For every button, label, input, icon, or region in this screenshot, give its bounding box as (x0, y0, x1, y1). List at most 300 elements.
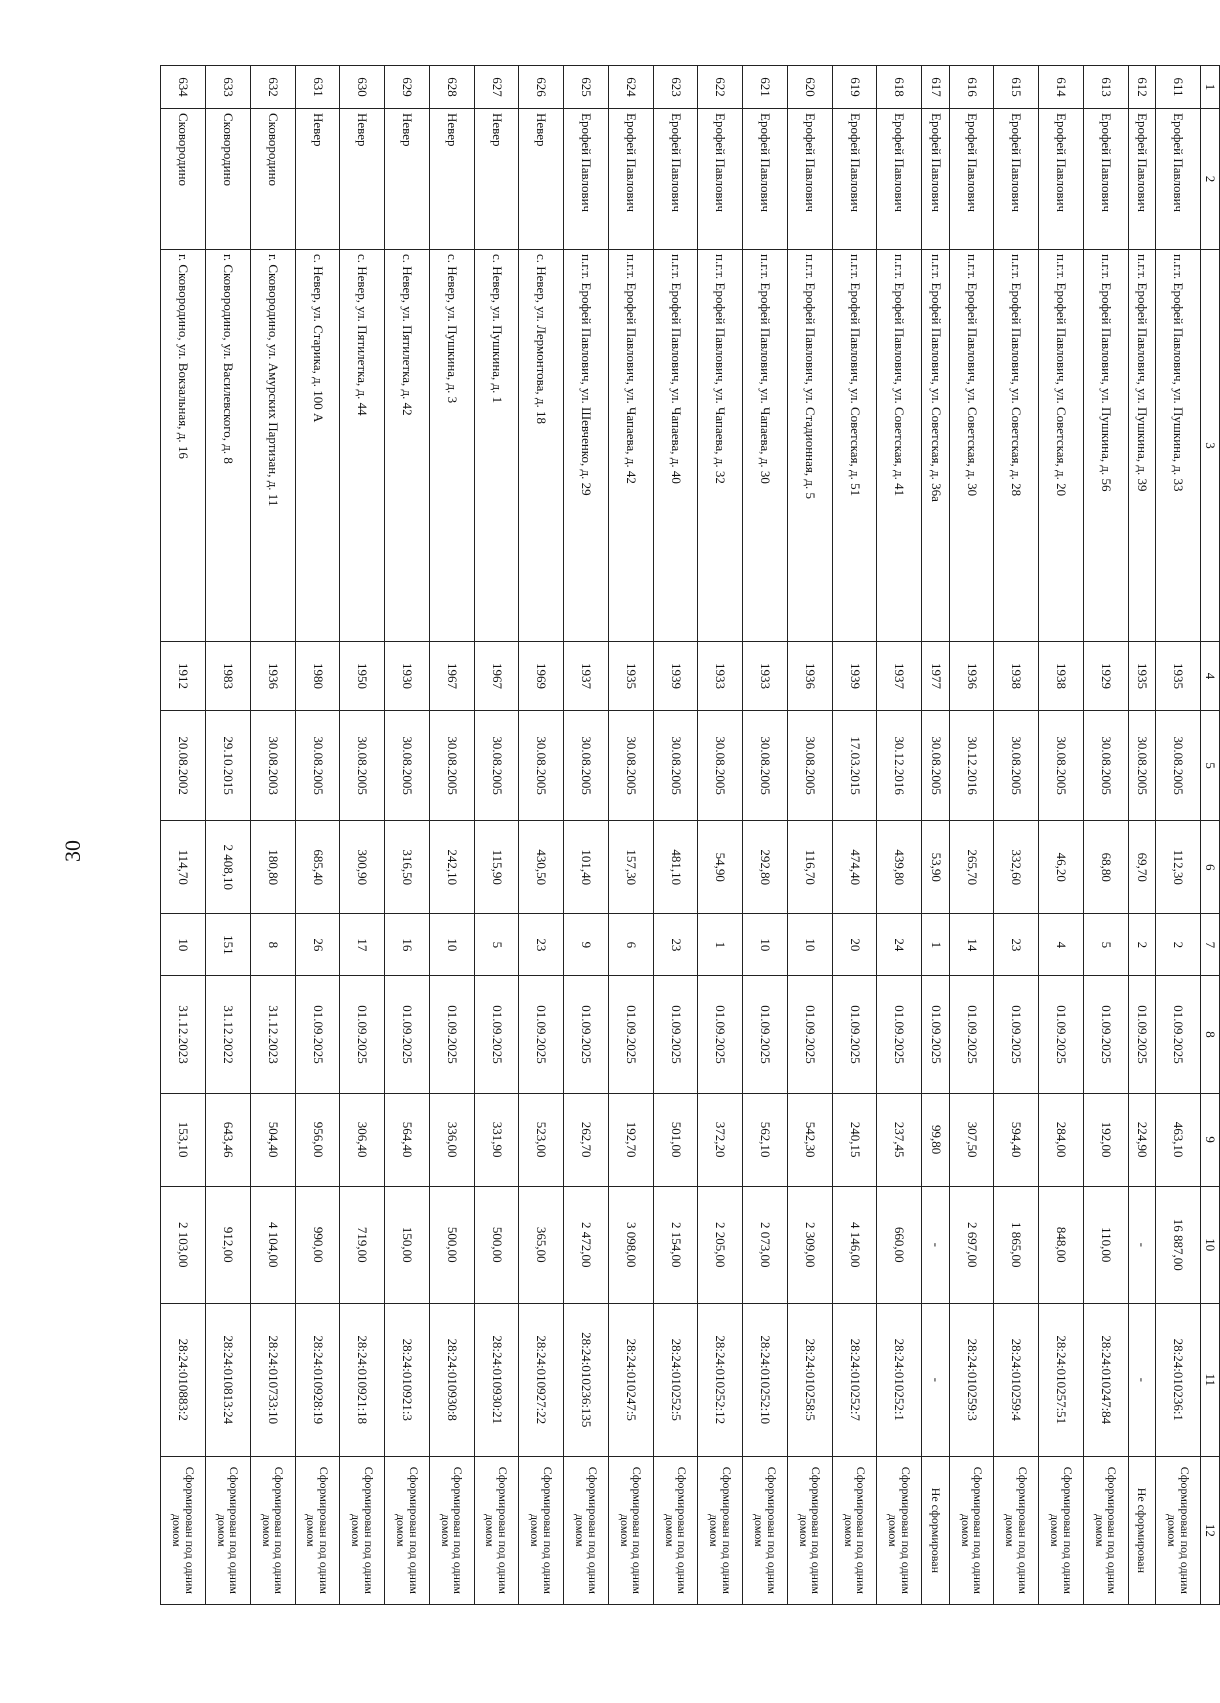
table-row (1128, 66, 1155, 1605)
col-header: 1 (1201, 66, 1220, 109)
area-2-cell: 331,90 (474, 1093, 519, 1186)
locality-cell: Сковородино (205, 109, 250, 250)
area-2-cell: 564,40 (385, 1093, 430, 1186)
row-number-cell: 613 (1084, 66, 1129, 109)
land-area-cell: 1 865,00 (994, 1186, 1039, 1303)
land-area-cell: 500,00 (474, 1186, 519, 1303)
address-cell: п.г.т. Ерофей Павлович, ул. Чапаева, д. 32 (698, 249, 743, 641)
cadastral-number-cell: 28:24:010252:1 (877, 1303, 922, 1456)
area-2-cell: 99,80 (922, 1093, 949, 1186)
area-cell: 316,50 (385, 821, 430, 914)
land-area-cell: 2 103,00 (161, 1186, 206, 1303)
col-header: 6 (1201, 821, 1220, 914)
area-2-cell: 237,45 (877, 1093, 922, 1186)
address-cell: с. Невер, ул. Лермонтова, д. 18 (519, 249, 564, 641)
address-cell: п.г.т. Ерофей Павлович, ул. Пушкина, д. 39 (1128, 249, 1155, 641)
locality-cell: Ерофей Павлович (1128, 109, 1155, 250)
area-cell: 114,70 (161, 821, 206, 914)
land-area-cell: 660,00 (877, 1186, 922, 1303)
area-2-cell: 956,00 (295, 1093, 340, 1186)
deadline-cell: 01.09.2025 (653, 976, 698, 1093)
col-header: 11 (1201, 1303, 1220, 1456)
deadline-cell: 01.09.2025 (877, 976, 922, 1093)
table-body (161, 66, 1201, 1605)
residents-cell: 10 (787, 914, 832, 976)
year-built-cell: 1950 (340, 641, 385, 710)
locality-cell: Невер (340, 109, 385, 250)
cadastral-number-cell: 28:24:010236:135 (564, 1303, 609, 1456)
area-2-cell: 643,46 (205, 1093, 250, 1186)
locality-cell: Ерофей Павлович (1039, 109, 1084, 250)
row-number-cell: 612 (1128, 66, 1155, 109)
address-cell: п.г.т. Ерофей Павлович, ул. Советская, д. 41 (877, 249, 922, 641)
locality-cell: Невер (429, 109, 474, 250)
table-row (877, 66, 922, 1605)
area-2-cell: 594,40 (994, 1093, 1039, 1186)
residents-cell: 23 (994, 914, 1039, 976)
area-cell: 242,10 (429, 821, 474, 914)
residents-cell: 23 (653, 914, 698, 976)
cadastral-number-cell: 28:24:010930:8 (429, 1303, 474, 1456)
table-row (1084, 66, 1129, 1605)
locality-cell: Ерофей Павлович (564, 109, 609, 250)
locality-cell: Ерофей Павлович (608, 109, 653, 250)
cadastral-number-cell: - (922, 1303, 949, 1456)
land-area-cell: 500,00 (429, 1186, 474, 1303)
area-2-cell: 463,10 (1156, 1093, 1201, 1186)
area-2-cell: 192,00 (1084, 1093, 1129, 1186)
date-cell: 30.08.2005 (340, 711, 385, 821)
date-cell: 30.08.2005 (922, 711, 949, 821)
land-area-cell: 2 697,00 (949, 1186, 994, 1303)
land-status-cell: Сформирован под одним домом (340, 1456, 385, 1604)
residents-cell: 24 (877, 914, 922, 976)
cadastral-number-cell: 28:24:010883:2 (161, 1303, 206, 1456)
residents-cell: 10 (743, 914, 788, 976)
row-number-cell: 614 (1039, 66, 1084, 109)
deadline-cell: 01.09.2025 (832, 976, 877, 1093)
residents-cell: 5 (1084, 914, 1129, 976)
locality-cell: Ерофей Павлович (949, 109, 994, 250)
deadline-cell: 31.12.2022 (205, 976, 250, 1093)
land-area-cell: 2 309,00 (787, 1186, 832, 1303)
address-cell: с. Невер, ул. Пятилетка, д. 42 (385, 249, 430, 641)
residents-cell: 6 (608, 914, 653, 976)
row-number-cell: 623 (653, 66, 698, 109)
land-area-cell: 2 073,00 (743, 1186, 788, 1303)
residents-cell: 10 (161, 914, 206, 976)
locality-cell: Невер (474, 109, 519, 250)
cadastral-number-cell: 28:24:010813:24 (205, 1303, 250, 1456)
locality-cell: Ерофей Павлович (653, 109, 698, 250)
area-2-cell: 562,10 (743, 1093, 788, 1186)
cadastral-number-cell: 28:24:010252:10 (743, 1303, 788, 1456)
deadline-cell: 01.09.2025 (1039, 976, 1084, 1093)
date-cell: 30.08.2005 (653, 711, 698, 821)
table-row (743, 66, 788, 1605)
residents-cell: 14 (949, 914, 994, 976)
residents-cell: 8 (250, 914, 295, 976)
table-row (429, 66, 474, 1605)
deadline-cell: 01.09.2025 (474, 976, 519, 1093)
year-built-cell: 1980 (295, 641, 340, 710)
land-area-cell: 150,00 (385, 1186, 430, 1303)
address-cell: п.г.т. Ерофей Павлович, ул. Советская, д. 36а (922, 249, 949, 641)
deadline-cell: 01.09.2025 (922, 976, 949, 1093)
row-number-cell: 634 (161, 66, 206, 109)
cadastral-number-cell: 28:24:010733:10 (250, 1303, 295, 1456)
col-header: 7 (1201, 914, 1220, 976)
table-row (787, 66, 832, 1605)
address-cell: г. Сковородино, ул. Амурских Партизан, д. 11 (250, 249, 295, 641)
row-number-cell: 617 (922, 66, 949, 109)
address-cell: п.г.т. Ерофей Павлович, ул. Шевченко, д. 29 (564, 249, 609, 641)
residents-cell: 16 (385, 914, 430, 976)
cadastral-number-cell: 28:24:010247:5 (608, 1303, 653, 1456)
date-cell: 30.12.2016 (949, 711, 994, 821)
residents-cell: 20 (832, 914, 877, 976)
date-cell: 30.08.2005 (787, 711, 832, 821)
area-2-cell: 192,70 (608, 1093, 653, 1186)
date-cell: 30.08.2005 (1039, 711, 1084, 821)
date-cell: 30.08.2005 (385, 711, 430, 821)
table-row (1039, 66, 1084, 1605)
col-header: 12 (1201, 1456, 1220, 1604)
table-row (653, 66, 698, 1605)
table-row (608, 66, 653, 1605)
table-row (949, 66, 994, 1605)
row-number-cell: 622 (698, 66, 743, 109)
housing-table (160, 65, 1220, 1605)
locality-cell: Ерофей Павлович (832, 109, 877, 250)
area-cell: 292,80 (743, 821, 788, 914)
land-status-cell: Не сформирован (922, 1456, 949, 1604)
cadastral-number-cell: 28:24:010247:84 (1084, 1303, 1129, 1456)
area-cell: 112,30 (1156, 821, 1201, 914)
area-cell: 430,50 (519, 821, 564, 914)
table-row (922, 66, 949, 1605)
date-cell: 30.08.2005 (429, 711, 474, 821)
locality-cell: Ерофей Павлович (787, 109, 832, 250)
residents-cell: 26 (295, 914, 340, 976)
land-status-cell: Сформирован под одним домом (698, 1456, 743, 1604)
residents-cell: 1 (698, 914, 743, 976)
date-cell: 30.08.2005 (1156, 711, 1201, 821)
area-cell: 54,90 (698, 821, 743, 914)
cadastral-number-cell: 28:24:010259:3 (949, 1303, 994, 1456)
land-status-cell: Сформирован под одним домом (385, 1456, 430, 1604)
area-cell: 116,70 (787, 821, 832, 914)
land-status-cell: Сформирован под одним домом (832, 1456, 877, 1604)
area-2-cell: 224,90 (1128, 1093, 1155, 1186)
residents-cell: 151 (205, 914, 250, 976)
address-cell: с. Невер, ул. Пушкина, д. 3 (429, 249, 474, 641)
area-cell: 53,90 (922, 821, 949, 914)
year-built-cell: 1936 (250, 641, 295, 710)
deadline-cell: 01.09.2025 (429, 976, 474, 1093)
row-number-cell: 615 (994, 66, 1039, 109)
land-status-cell: Сформирован под одним домом (653, 1456, 698, 1604)
date-cell: 30.08.2005 (474, 711, 519, 821)
table-row (474, 66, 519, 1605)
year-built-cell: 1912 (161, 641, 206, 710)
area-cell: 2 408,10 (205, 821, 250, 914)
row-number-cell: 628 (429, 66, 474, 109)
deadline-cell: 01.09.2025 (698, 976, 743, 1093)
locality-cell: Ерофей Павлович (743, 109, 788, 250)
year-built-cell: 1967 (474, 641, 519, 710)
table-row (295, 66, 340, 1605)
date-cell: 30.08.2005 (295, 711, 340, 821)
year-built-cell: 1977 (922, 641, 949, 710)
year-built-cell: 1930 (385, 641, 430, 710)
area-cell: 439,80 (877, 821, 922, 914)
land-status-cell: Сформирован под одним домом (474, 1456, 519, 1604)
address-cell: п.г.т. Ерофей Павлович, ул. Чапаева, д. 42 (608, 249, 653, 641)
area-2-cell: 372,20 (698, 1093, 743, 1186)
address-cell: с. Невер, ул. Старика, д. 100 А (295, 249, 340, 641)
row-number-cell: 611 (1156, 66, 1201, 109)
area-cell: 180,80 (250, 821, 295, 914)
area-cell: 265,70 (949, 821, 994, 914)
area-cell: 101,40 (564, 821, 609, 914)
area-cell: 481,10 (653, 821, 698, 914)
area-cell: 69,70 (1128, 821, 1155, 914)
land-area-cell: 2 154,00 (653, 1186, 698, 1303)
address-cell: п.г.т. Ерофей Павлович, ул. Советская, д. 51 (832, 249, 877, 641)
land-area-cell: 912,00 (205, 1186, 250, 1303)
address-cell: п.г.т. Ерофей Павлович, ул. Стадионная, д. 5 (787, 249, 832, 641)
cadastral-number-cell: 28:24:010930:21 (474, 1303, 519, 1456)
area-cell: 115,90 (474, 821, 519, 914)
area-cell: 68,80 (1084, 821, 1129, 914)
col-header: 2 (1201, 109, 1220, 250)
cadastral-number-cell: 28:24:010252:7 (832, 1303, 877, 1456)
date-cell: 30.08.2005 (698, 711, 743, 821)
residents-cell: 9 (564, 914, 609, 976)
residents-cell: 23 (519, 914, 564, 976)
locality-cell: Невер (385, 109, 430, 250)
row-number-cell: 619 (832, 66, 877, 109)
area-2-cell: 153,10 (161, 1093, 206, 1186)
year-built-cell: 1935 (1156, 641, 1201, 710)
residents-cell: 10 (429, 914, 474, 976)
date-cell: 30.08.2005 (994, 711, 1039, 821)
land-status-cell: Сформирован под одним домом (994, 1456, 1039, 1604)
address-cell: п.г.т. Ерофей Павлович, ул. Пушкина, д. 56 (1084, 249, 1129, 641)
year-built-cell: 1937 (877, 641, 922, 710)
land-status-cell: Сформирован под одним домом (519, 1456, 564, 1604)
year-built-cell: 1935 (1128, 641, 1155, 710)
area-cell: 474,40 (832, 821, 877, 914)
land-area-cell: 365,00 (519, 1186, 564, 1303)
deadline-cell: 01.09.2025 (340, 976, 385, 1093)
land-status-cell: Сформирован под одним домом (743, 1456, 788, 1604)
land-area-cell: 4 146,00 (832, 1186, 877, 1303)
address-cell: с. Невер, ул. Пятилетка, д. 44 (340, 249, 385, 641)
land-status-cell: Сформирован под одним домом (787, 1456, 832, 1604)
residents-cell: 2 (1156, 914, 1201, 976)
address-cell: г. Сковородино, ул. Василевского, д. 8 (205, 249, 250, 641)
locality-cell: Сковородино (161, 109, 206, 250)
col-header: 10 (1201, 1186, 1220, 1303)
locality-cell: Ерофей Павлович (994, 109, 1039, 250)
land-status-cell: Сформирован под одним домом (250, 1456, 295, 1604)
land-status-cell: Сформирован под одним домом (949, 1456, 994, 1604)
row-number-cell: 616 (949, 66, 994, 109)
date-cell: 20.08.2002 (161, 711, 206, 821)
land-status-cell: Не сформирован (1128, 1456, 1155, 1604)
table-row (385, 66, 430, 1605)
land-status-cell: Сформирован под одним домом (161, 1456, 206, 1604)
year-built-cell: 1938 (1039, 641, 1084, 710)
year-built-cell: 1939 (832, 641, 877, 710)
year-built-cell: 1938 (994, 641, 1039, 710)
deadline-cell: 01.09.2025 (743, 976, 788, 1093)
residents-cell: 5 (474, 914, 519, 976)
land-status-cell: Сформирован под одним домом (877, 1456, 922, 1604)
address-cell: п.г.т. Ерофей Павлович, ул. Чапаева, д. 40 (653, 249, 698, 641)
cadastral-number-cell: 28:24:010258:5 (787, 1303, 832, 1456)
year-built-cell: 1935 (608, 641, 653, 710)
year-built-cell: 1933 (698, 641, 743, 710)
year-built-cell: 1936 (787, 641, 832, 710)
page-number: 30 (60, 840, 85, 862)
land-area-cell: 16 887,00 (1156, 1186, 1201, 1303)
cadastral-number-cell: 28:24:010236:1 (1156, 1303, 1201, 1456)
area-cell: 332,60 (994, 821, 1039, 914)
area-2-cell: 307,50 (949, 1093, 994, 1186)
locality-cell: Ерофей Павлович (1156, 109, 1201, 250)
area-2-cell: 504,40 (250, 1093, 295, 1186)
table-row (1156, 66, 1201, 1605)
col-header: 4 (1201, 641, 1220, 710)
deadline-cell: 01.09.2025 (519, 976, 564, 1093)
date-cell: 17.03.2015 (832, 711, 877, 821)
locality-cell: Невер (295, 109, 340, 250)
land-area-cell: 848,00 (1039, 1186, 1084, 1303)
row-number-cell: 618 (877, 66, 922, 109)
deadline-cell: 01.09.2025 (949, 976, 994, 1093)
deadline-cell: 01.09.2025 (994, 976, 1039, 1093)
deadline-cell: 01.09.2025 (1156, 976, 1201, 1093)
cadastral-number-cell: 28:24:010928:19 (295, 1303, 340, 1456)
area-2-cell: 542,30 (787, 1093, 832, 1186)
deadline-cell: 01.09.2025 (295, 976, 340, 1093)
col-header: 9 (1201, 1093, 1220, 1186)
locality-cell: Ерофей Павлович (877, 109, 922, 250)
cadastral-number-cell: 28:24:010921:18 (340, 1303, 385, 1456)
cadastral-number-cell: 28:24:010257:51 (1039, 1303, 1084, 1456)
row-number-cell: 625 (564, 66, 609, 109)
date-cell: 30.08.2005 (1128, 711, 1155, 821)
table-row (564, 66, 609, 1605)
address-cell: г. Сковородино, ул. Вокзальная, д. 16 (161, 249, 206, 641)
date-cell: 30.08.2005 (519, 711, 564, 821)
land-area-cell: - (922, 1186, 949, 1303)
area-cell: 685,40 (295, 821, 340, 914)
date-cell: 30.08.2003 (250, 711, 295, 821)
land-area-cell: 719,00 (340, 1186, 385, 1303)
locality-cell: Сковородино (250, 109, 295, 250)
locality-cell: Ерофей Павлович (1084, 109, 1129, 250)
table-row (161, 66, 206, 1605)
table-row (519, 66, 564, 1605)
year-built-cell: 1933 (743, 641, 788, 710)
address-cell: п.г.т. Ерофей Павлович, ул. Чапаева, д. 30 (743, 249, 788, 641)
land-area-cell: 2 472,00 (564, 1186, 609, 1303)
address-cell: с. Невер, ул. Пушкина, д. 1 (474, 249, 519, 641)
year-built-cell: 1969 (519, 641, 564, 710)
land-status-cell: Сформирован под одним домом (1156, 1456, 1201, 1604)
area-2-cell: 240,15 (832, 1093, 877, 1186)
land-area-cell: - (1128, 1186, 1155, 1303)
year-built-cell: 1967 (429, 641, 474, 710)
residents-cell: 1 (922, 914, 949, 976)
row-number-cell: 626 (519, 66, 564, 109)
land-area-cell: 2 205,00 (698, 1186, 743, 1303)
row-number-cell: 630 (340, 66, 385, 109)
area-2-cell: 262,70 (564, 1093, 609, 1186)
cadastral-number-cell: 28:24:010252:12 (698, 1303, 743, 1456)
date-cell: 30.12.2016 (877, 711, 922, 821)
row-number-cell: 620 (787, 66, 832, 109)
address-cell: п.г.т. Ерофей Павлович, ул. Советская, д. 30 (949, 249, 994, 641)
deadline-cell: 31.12.2023 (250, 976, 295, 1093)
deadline-cell: 01.09.2025 (1128, 976, 1155, 1093)
date-cell: 30.08.2005 (1084, 711, 1129, 821)
table-container (160, 65, 1220, 1605)
cadastral-number-cell: 28:24:010252:5 (653, 1303, 698, 1456)
cadastral-number-cell: 28:24:010259:4 (994, 1303, 1039, 1456)
land-status-cell: Сформирован под одним домом (205, 1456, 250, 1604)
row-number-cell: 624 (608, 66, 653, 109)
year-built-cell: 1936 (949, 641, 994, 710)
land-area-cell: 990,00 (295, 1186, 340, 1303)
locality-cell: Невер (519, 109, 564, 250)
date-cell: 30.08.2005 (564, 711, 609, 821)
land-area-cell: 4 104,00 (250, 1186, 295, 1303)
land-status-cell: Сформирован под одним домом (608, 1456, 653, 1604)
land-status-cell: Сформирован под одним домом (429, 1456, 474, 1604)
cadastral-number-cell: 28:24:010921:3 (385, 1303, 430, 1456)
col-header: 5 (1201, 711, 1220, 821)
year-built-cell: 1937 (564, 641, 609, 710)
area-2-cell: 523,00 (519, 1093, 564, 1186)
land-area-cell: 110,00 (1084, 1186, 1129, 1303)
table-row (994, 66, 1039, 1605)
area-2-cell: 306,40 (340, 1093, 385, 1186)
area-2-cell: 284,00 (1039, 1093, 1084, 1186)
residents-cell: 17 (340, 914, 385, 976)
area-cell: 157,30 (608, 821, 653, 914)
row-number-cell: 633 (205, 66, 250, 109)
cadastral-number-cell: 28:24:010927:22 (519, 1303, 564, 1456)
date-cell: 30.08.2005 (608, 711, 653, 821)
deadline-cell: 01.09.2025 (1084, 976, 1129, 1093)
address-cell: п.г.т. Ерофей Павлович, ул. Советская, д. 28 (994, 249, 1039, 641)
land-status-cell: Сформирован под одним домом (564, 1456, 609, 1604)
table-row (832, 66, 877, 1605)
area-2-cell: 501,00 (653, 1093, 698, 1186)
year-built-cell: 1983 (205, 641, 250, 710)
year-built-cell: 1939 (653, 641, 698, 710)
area-cell: 300,90 (340, 821, 385, 914)
address-cell: п.г.т. Ерофей Павлович, ул. Пушкина, д. 33 (1156, 249, 1201, 641)
land-status-cell: Сформирован под одним домом (1039, 1456, 1084, 1604)
col-header: 3 (1201, 249, 1220, 641)
date-cell: 29.10.2015 (205, 711, 250, 821)
